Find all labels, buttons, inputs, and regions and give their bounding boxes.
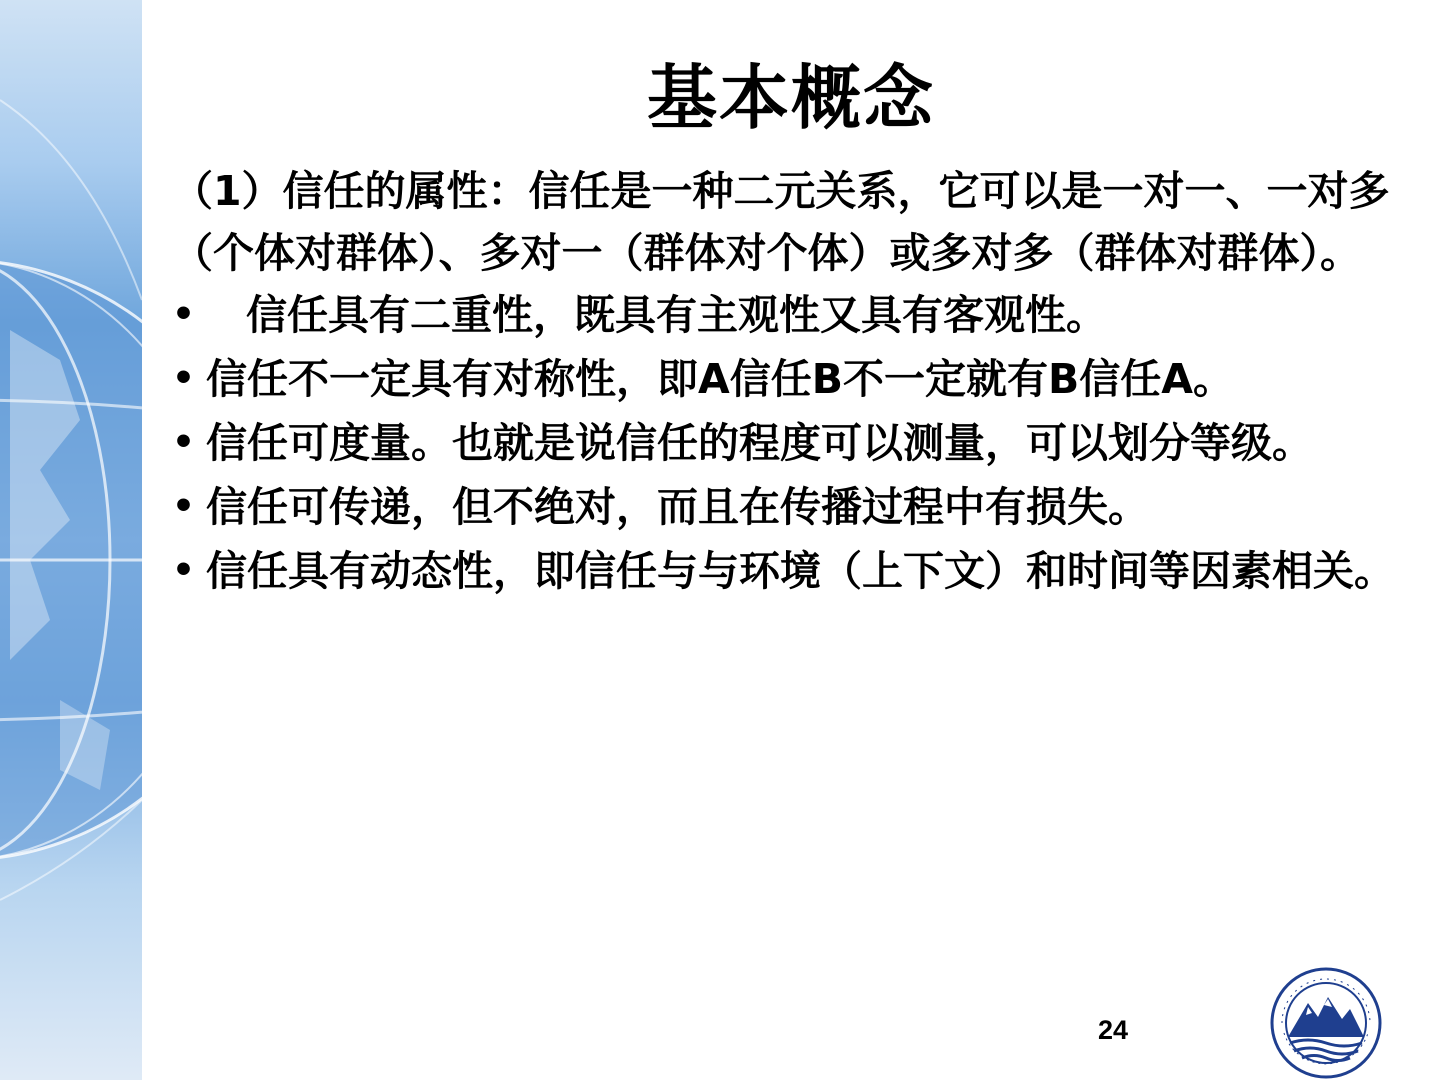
page-number: 24 [1098,1015,1129,1045]
bullet-item [172,476,1417,538]
bullet-symbol: • [172,550,196,591]
bullet-item [172,540,1417,602]
bullet-symbol: • [172,358,196,399]
bullet-list [172,284,1417,602]
slide-title: 基本概念 [647,57,935,139]
side-globe-panel [0,0,142,1080]
bullet-symbol: • [172,294,196,335]
intro-paragraph: （1）信任的属性：信任是一种二元关系，它可以是一对一、一对多（个体对群体）、多对一（群体对个体）或多对多（群体对群体）。 [172,167,1390,277]
slide-content [172,160,1417,604]
bullet-text: 信任可传递，但不绝对，而且在传播过程中有损失。 [206,483,1149,531]
globe-graphic [0,0,142,1080]
bullet-item [172,284,1417,346]
bullet-text: 信任具有二重性，既具有主观性又具有客观性。 [246,291,1107,339]
bullet-text: 信任可度量。也就是说信任的程度可以测量，可以划分等级。 [206,419,1313,467]
bullet-symbol: • [172,486,196,527]
bullet-text: 信任具有动态性，即信任与与环境（上下文）和时间等因素相关。 [206,547,1395,595]
bullet-text: 信任不一定具有对称性，即A信任B不一定就有B信任A。 [206,355,1234,403]
bullet-item [172,348,1417,410]
bullet-symbol: • [172,422,196,463]
bullet-item [172,412,1417,474]
university-logo-icon [1262,967,1390,1079]
